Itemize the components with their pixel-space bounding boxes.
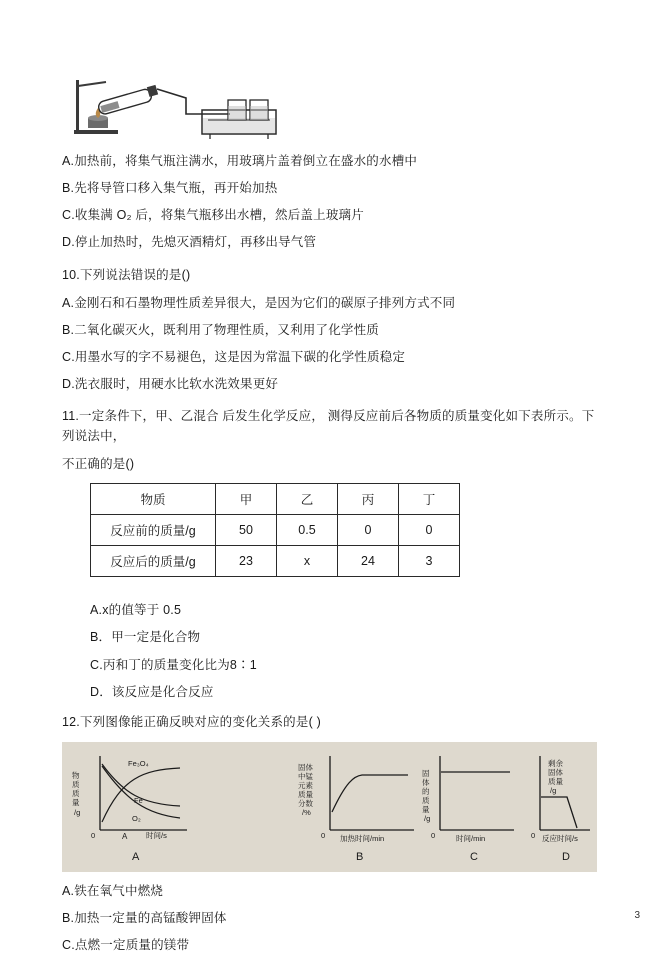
- svg-text:/g: /g: [424, 814, 431, 824]
- graph-label-c: C: [470, 851, 478, 864]
- svg-text:/g: /g: [550, 786, 557, 796]
- svg-text:O₂: O₂: [132, 814, 141, 824]
- cell-after-jia: 23: [216, 546, 277, 577]
- q10-choice-c: C.用墨水写的字不易褪色，这是因为常温下碳的化学性质稳定: [62, 350, 406, 365]
- cell-after-ding: 3: [399, 546, 460, 577]
- page-content: [62, 62, 607, 964]
- svg-text:0: 0: [531, 831, 536, 841]
- svg-text:0: 0: [91, 831, 96, 841]
- q10-choice-b: B.二氧化碳灭火，既利用了物理性质，又利用了化学性质: [62, 323, 380, 337]
- svg-text:加热时间/min: 加热时间/min: [340, 834, 385, 844]
- table-row: [91, 484, 460, 515]
- table-header-yi: 乙: [277, 484, 338, 515]
- q11-choice-b: B．甲一定是化合物: [90, 630, 201, 645]
- q12-graphs-figure: [62, 742, 597, 872]
- cell-after-bing: 24: [338, 546, 399, 577]
- table-header-bing: 丙: [338, 484, 399, 515]
- cell-before-jia: 50: [216, 515, 277, 546]
- q10-choice-d: D.洗衣服时，用硬水比软水洗效果更好: [62, 377, 279, 392]
- cell-before-yi: 0.5: [277, 515, 338, 546]
- svg-text:A: A: [122, 832, 128, 842]
- svg-text:体: 体: [422, 778, 430, 788]
- q10-stem: 10.下列说法错误的是(): [62, 267, 191, 282]
- graph-label-b: B: [356, 851, 364, 864]
- svg-text:质: 质: [72, 789, 80, 799]
- cell-before-bing: 0: [338, 515, 399, 546]
- svg-text:时间/s: 时间/s: [146, 831, 167, 841]
- q11-choice-d: D．该反应是化合反应: [90, 684, 214, 699]
- page-number: 3: [634, 910, 640, 921]
- svg-text:固: 固: [422, 769, 430, 779]
- graph-label-d: D: [562, 851, 570, 864]
- q10-choice-a: A.金刚石和石墨物理性质差异很大，是因为它们的碳原子排列方式不同: [62, 295, 456, 310]
- cell-after-yi: x: [277, 546, 338, 577]
- q11-stem-line2: 不正确的是(): [62, 457, 135, 472]
- q12-choice-a: A.铁在氧气中燃烧: [62, 884, 164, 899]
- svg-text:质量: 质量: [298, 790, 313, 800]
- q12-stem: 12.下列图像能正确反映对应的变化关系的是( ): [62, 714, 321, 729]
- cell-before-ding: 0: [399, 515, 460, 546]
- q11-stem-line1: 11.一定条件下，甲、乙混合 后发生化学反应， 测得反应前后各物质的质量变化如下表所示。下列说法中，: [62, 409, 595, 443]
- svg-text:质: 质: [422, 796, 430, 806]
- table-header-ding: 丁: [399, 484, 460, 515]
- svg-text:分数: 分数: [298, 799, 313, 809]
- svg-text:/%: /%: [302, 808, 311, 818]
- svg-text:量: 量: [422, 805, 430, 815]
- svg-text:量: 量: [72, 798, 80, 808]
- svg-text:剩余: 剩余: [548, 759, 563, 769]
- row-label-after: 反应后的质量/g: [91, 546, 216, 577]
- svg-text:质: 质: [72, 780, 80, 790]
- q9-choice-c: C.收集满 O₂ 后，将集气瓶移出水槽，然后盖上玻璃片: [62, 208, 364, 223]
- row-label-before: 反应前的质量/g: [91, 515, 216, 546]
- q9-choice-b: B.先将导管口移入集气瓶，再开始加热: [62, 181, 278, 196]
- svg-text:元素: 元素: [298, 781, 313, 791]
- q12-choice-c: C.点燃一定质量的镁带: [62, 938, 190, 953]
- q12-graphs-svg: [62, 742, 597, 872]
- svg-text:的: 的: [422, 787, 430, 797]
- svg-text:Fe₃O₄: Fe₃O₄: [128, 759, 149, 769]
- svg-text:/g: /g: [74, 808, 81, 818]
- svg-text:质量: 质量: [548, 777, 563, 787]
- svg-text:固体: 固体: [548, 768, 563, 778]
- svg-text:0: 0: [431, 831, 436, 841]
- svg-text:物: 物: [72, 771, 80, 781]
- apparatus-svg: [62, 62, 287, 142]
- table-header-substance: 物质: [91, 484, 216, 515]
- svg-text:Fe: Fe: [134, 796, 143, 806]
- oxygen-preparation-apparatus-diagram: [62, 62, 287, 142]
- svg-text:时间/min: 时间/min: [456, 834, 486, 844]
- table-row: [91, 515, 460, 546]
- q11-choice-a: A.x的值等于 0.5: [90, 603, 182, 618]
- q9-choice-d: D.停止加热时，先熄灭酒精灯，再移出导气管: [62, 235, 317, 250]
- q11-choice-c: C.丙和丁的质量变化比为8∶1: [90, 657, 257, 672]
- table-header-jia: 甲: [216, 484, 277, 515]
- svg-text:0: 0: [321, 831, 326, 841]
- svg-text:中锰: 中锰: [298, 772, 313, 782]
- q11-data-table: [90, 483, 460, 577]
- graph-label-a: A: [132, 851, 140, 864]
- svg-text:反应时间/s: 反应时间/s: [542, 834, 578, 844]
- svg-text:固体: 固体: [298, 763, 313, 773]
- q12-choice-b: B.加热一定量的高锰酸钾固体: [62, 911, 227, 926]
- q9-choice-a: A.加热前，将集气瓶注满水，用玻璃片盖着倒立在盛水的水槽中: [62, 154, 418, 168]
- table-row: [91, 546, 460, 577]
